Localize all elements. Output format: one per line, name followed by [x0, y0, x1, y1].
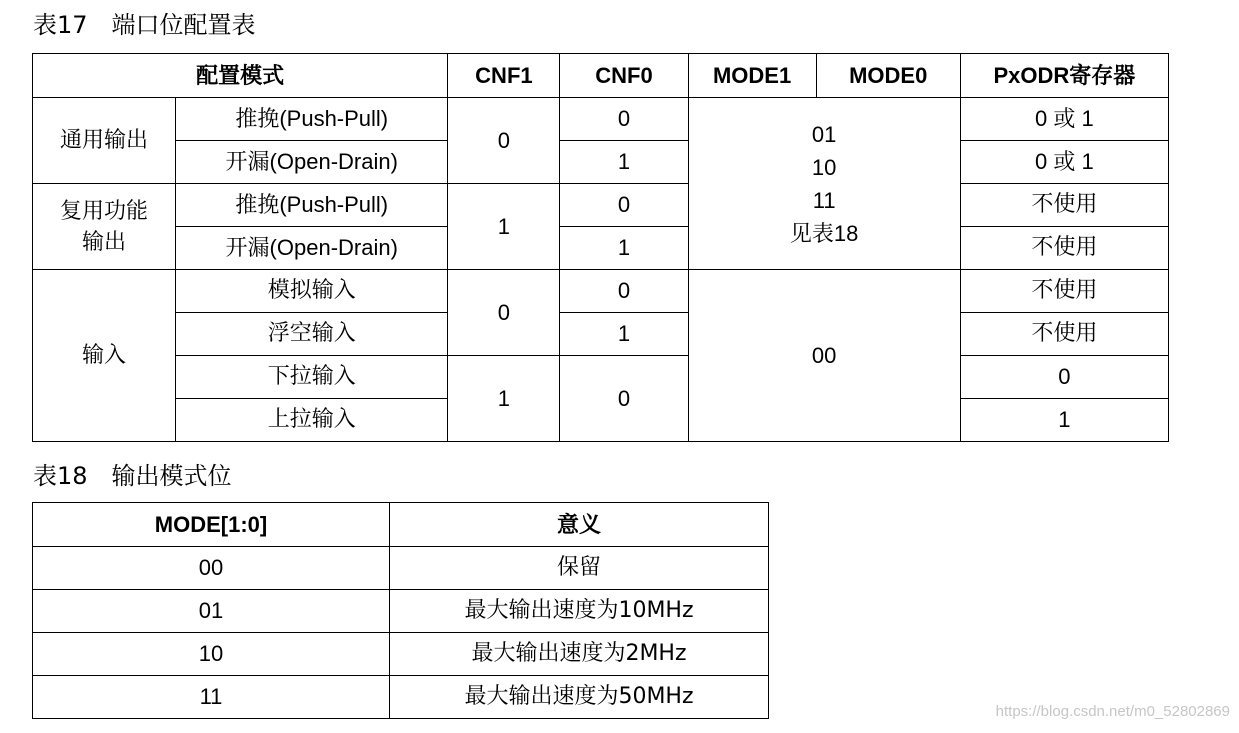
mode-cell: 开漏(Open-Drain): [176, 141, 448, 184]
pxodr-cell: 不使用: [960, 313, 1168, 356]
header-mode-bits: MODE[1:0]: [33, 503, 390, 547]
table-row: [33, 98, 1169, 141]
cnf0-cell: 0: [560, 356, 688, 442]
cnf1-cell: 0: [448, 270, 560, 356]
table-row: [33, 227, 1169, 270]
header-meaning: 意义: [390, 503, 769, 547]
pxodr-cell: 0: [960, 356, 1168, 399]
table18-caption: 表18 输出模式位: [33, 462, 232, 490]
header-mode0: MODE0: [816, 54, 960, 98]
cnf0-cell: 0: [560, 184, 688, 227]
mode-bits-cell: 11: [33, 676, 390, 719]
pxodr-cell: 1: [960, 399, 1168, 442]
meaning-cell: 最大输出速度为50MHz: [390, 676, 769, 719]
pxodr-cell: 不使用: [960, 227, 1168, 270]
table-row: [33, 270, 1169, 313]
table17-caption: 表17 端口位配置表: [33, 11, 256, 39]
group-alt-output-line2: 输出: [82, 229, 127, 255]
table-row: [33, 184, 1169, 227]
table-row: [33, 356, 1169, 399]
cnf1-cell: 0: [448, 98, 560, 184]
mode-cell: 推挽(Push-Pull): [176, 98, 448, 141]
pxodr-cell: 不使用: [960, 184, 1168, 227]
cnf0-cell: 1: [560, 141, 688, 184]
meaning-cell: 最大输出速度为2MHz: [390, 633, 769, 676]
header-pxodr: PxODR寄存器: [960, 54, 1168, 98]
port-config-table: [32, 53, 1169, 442]
header-row: [33, 503, 769, 547]
group-input: 输入: [33, 270, 176, 442]
group-alt-output: [33, 184, 176, 270]
mode-bits-cell: 00: [33, 547, 390, 590]
cnf0-cell: 0: [560, 270, 688, 313]
table-row: [33, 313, 1169, 356]
mode-cell: 上拉输入: [176, 399, 448, 442]
watermark-text: https://blog.csdn.net/m0_52802869: [995, 703, 1230, 720]
table-row: [33, 547, 769, 590]
pxodr-cell: 不使用: [960, 270, 1168, 313]
table-row: [33, 141, 1169, 184]
header-mode1: MODE1: [688, 54, 816, 98]
table-row: [33, 676, 769, 719]
header-cnf0: CNF0: [560, 54, 688, 98]
cnf0-cell: 1: [560, 313, 688, 356]
output-mode-table: [32, 502, 769, 719]
mode-output-value: 01: [811, 121, 837, 147]
pxodr-cell: 0 或 1: [960, 141, 1168, 184]
cnf1-cell: 1: [448, 356, 560, 442]
group-general-output: 通用输出: [33, 98, 176, 184]
mode-output-value: 11: [812, 187, 836, 213]
mode-cell: 开漏(Open-Drain): [176, 227, 448, 270]
mode-output-value: 10: [811, 154, 837, 180]
cnf1-cell: 1: [448, 184, 560, 270]
mode-cell: 下拉输入: [176, 356, 448, 399]
mode-cell: 推挽(Push-Pull): [176, 184, 448, 227]
group-alt-output-line1: 复用功能: [60, 198, 149, 224]
header-row: [33, 54, 1169, 98]
mode-input-cell: 00: [688, 270, 960, 442]
table-row: [33, 590, 769, 633]
meaning-cell: 保留: [390, 547, 769, 590]
header-config-mode: 配置模式: [33, 54, 448, 98]
pxodr-cell: 0 或 1: [960, 98, 1168, 141]
header-cnf1: CNF1: [448, 54, 560, 98]
mode-output-value: 见表18: [789, 220, 859, 246]
table-row: [33, 633, 769, 676]
cnf0-cell: 0: [560, 98, 688, 141]
mode-bits-cell: 10: [33, 633, 390, 676]
mode-cell: 模拟输入: [176, 270, 448, 313]
cnf0-cell: 1: [560, 227, 688, 270]
mode-bits-cell: 01: [33, 590, 390, 633]
mode-cell: 浮空输入: [176, 313, 448, 356]
mode-output-cell: [688, 98, 960, 270]
meaning-cell: 最大输出速度为10MHz: [390, 590, 769, 633]
